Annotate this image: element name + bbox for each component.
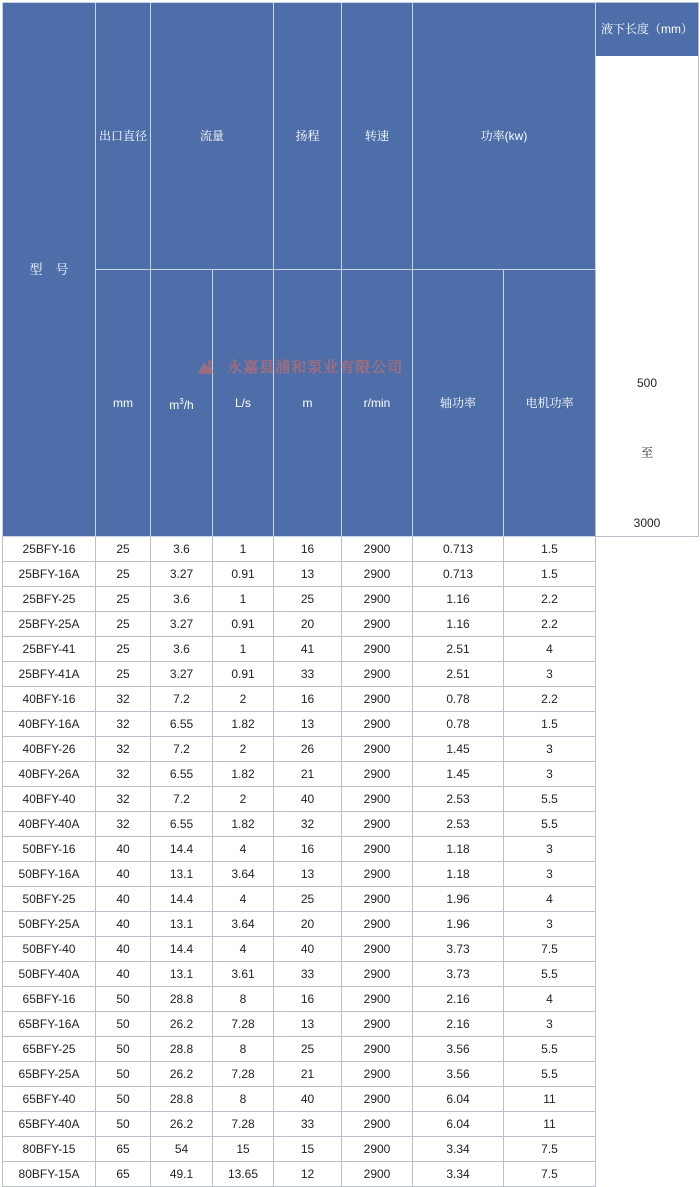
cell-flow-ls: 2 xyxy=(213,737,274,762)
cell-model: 40BFY-40A xyxy=(3,812,96,837)
cell-motor-power: 3 xyxy=(504,737,596,762)
cell-head: 13 xyxy=(274,862,342,887)
table-row xyxy=(3,1012,699,1037)
cell-head: 12 xyxy=(274,1162,342,1187)
table-row xyxy=(3,787,699,812)
cell-outlet-diameter: 25 xyxy=(96,662,151,687)
cell-model: 40BFY-26A xyxy=(3,762,96,787)
cell-shaft-power: 0.78 xyxy=(413,687,504,712)
table-row xyxy=(3,712,699,737)
cell-model: 50BFY-16A xyxy=(3,862,96,887)
cell-head: 21 xyxy=(274,762,342,787)
depth-from: 500 xyxy=(636,376,658,390)
cell-motor-power: 2.2 xyxy=(504,687,596,712)
cell-shaft-power: 0.78 xyxy=(413,712,504,737)
cell-flow-ls: 1.82 xyxy=(213,812,274,837)
table-row xyxy=(3,862,699,887)
cell-flow-m3h: 3.27 xyxy=(151,562,213,587)
cell-motor-power: 3 xyxy=(504,762,596,787)
cell-flow-m3h: 13.1 xyxy=(151,912,213,937)
cell-outlet-diameter: 50 xyxy=(96,1062,151,1087)
cell-flow-m3h: 3.27 xyxy=(151,662,213,687)
cell-model: 25BFY-16A xyxy=(3,562,96,587)
cell-speed: 2900 xyxy=(342,637,413,662)
cell-model: 65BFY-25A xyxy=(3,1062,96,1087)
cell-outlet-diameter: 65 xyxy=(96,1137,151,1162)
cell-speed: 2900 xyxy=(342,987,413,1012)
cell-flow-ls: 0.91 xyxy=(213,562,274,587)
table-row xyxy=(3,562,699,587)
cell-speed: 2900 xyxy=(342,937,413,962)
cell-head: 40 xyxy=(274,1087,342,1112)
table-row xyxy=(3,1112,699,1137)
cell-flow-ls: 7.28 xyxy=(213,1112,274,1137)
cell-shaft-power: 2.51 xyxy=(413,637,504,662)
cell-shaft-power: 3.73 xyxy=(413,962,504,987)
cell-flow-m3h: 26.2 xyxy=(151,1112,213,1137)
cell-head: 16 xyxy=(274,837,342,862)
table-row xyxy=(3,1062,699,1087)
cell-head: 25 xyxy=(274,587,342,612)
cell-shaft-power: 2.16 xyxy=(413,1012,504,1037)
cell-flow-m3h: 7.2 xyxy=(151,787,213,812)
cell-flow-m3h: 3.6 xyxy=(151,587,213,612)
cell-speed: 2900 xyxy=(342,537,413,562)
cell-flow-ls: 0.91 xyxy=(213,612,274,637)
cell-motor-power: 3 xyxy=(504,662,596,687)
cell-model: 50BFY-25A xyxy=(3,912,96,937)
table-row xyxy=(3,962,699,987)
table-row xyxy=(3,1137,699,1162)
depth-column xyxy=(596,3,699,537)
cell-flow-ls: 7.28 xyxy=(213,1012,274,1037)
cell-head: 16 xyxy=(274,987,342,1012)
cell-outlet-diameter: 32 xyxy=(96,812,151,837)
header-flow-unit-m3h xyxy=(151,270,213,537)
cell-outlet-diameter: 32 xyxy=(96,712,151,737)
cell-outlet-diameter: 25 xyxy=(96,562,151,587)
table-row xyxy=(3,987,699,1012)
cell-shaft-power: 6.04 xyxy=(413,1112,504,1137)
table-row xyxy=(3,812,699,837)
cell-motor-power: 3 xyxy=(504,1012,596,1037)
cell-flow-m3h: 14.4 xyxy=(151,887,213,912)
cell-shaft-power: 3.56 xyxy=(413,1037,504,1062)
cell-model: 65BFY-16 xyxy=(3,987,96,1012)
cell-flow-ls: 15 xyxy=(213,1137,274,1162)
cell-speed: 2900 xyxy=(342,562,413,587)
cell-speed: 2900 xyxy=(342,912,413,937)
cell-shaft-power: 3.56 xyxy=(413,1062,504,1087)
cell-shaft-power: 1.18 xyxy=(413,837,504,862)
cell-flow-ls: 0.91 xyxy=(213,662,274,687)
cell-head: 40 xyxy=(274,937,342,962)
cell-flow-ls: 1 xyxy=(213,637,274,662)
header-motor-power: 电机功率 xyxy=(504,270,596,537)
cell-flow-ls: 8 xyxy=(213,1037,274,1062)
header-depth: 液下长度（mm） xyxy=(596,3,698,56)
cell-speed: 2900 xyxy=(342,587,413,612)
cell-speed: 2900 xyxy=(342,837,413,862)
watermark-text: 永嘉县浦和泵业有限公司 xyxy=(227,358,404,376)
cell-outlet-diameter: 25 xyxy=(96,637,151,662)
cell-shaft-power: 1.45 xyxy=(413,762,504,787)
flow-unit-sup: 3 xyxy=(179,396,184,406)
cell-flow-m3h: 28.8 xyxy=(151,1037,213,1062)
cell-head: 41 xyxy=(274,637,342,662)
cell-speed: 2900 xyxy=(342,787,413,812)
cell-motor-power: 1.5 xyxy=(504,562,596,587)
cell-model: 50BFY-40 xyxy=(3,937,96,962)
cell-outlet-diameter: 50 xyxy=(96,1037,151,1062)
cell-model: 40BFY-16A xyxy=(3,712,96,737)
cell-speed: 2900 xyxy=(342,1062,413,1087)
cell-shaft-power: 1.18 xyxy=(413,862,504,887)
header-outlet-diameter: 出口直径 xyxy=(96,3,151,270)
table-row xyxy=(3,587,699,612)
cell-outlet-diameter: 40 xyxy=(96,912,151,937)
cell-head: 32 xyxy=(274,812,342,837)
cell-model: 40BFY-26 xyxy=(3,737,96,762)
pump-spec-table xyxy=(2,2,699,1187)
cell-speed: 2900 xyxy=(342,712,413,737)
table-row xyxy=(3,1162,699,1187)
cell-speed: 2900 xyxy=(342,737,413,762)
cell-flow-m3h: 3.6 xyxy=(151,537,213,562)
cell-head: 15 xyxy=(274,1137,342,1162)
cell-flow-m3h: 28.8 xyxy=(151,987,213,1012)
header-flow-unit-ls: L/s xyxy=(213,270,274,537)
cell-outlet-diameter: 40 xyxy=(96,837,151,862)
table-row xyxy=(3,737,699,762)
cell-flow-m3h: 14.4 xyxy=(151,837,213,862)
cell-head: 25 xyxy=(274,887,342,912)
cell-motor-power: 1.5 xyxy=(504,537,596,562)
cell-outlet-diameter: 40 xyxy=(96,962,151,987)
cell-outlet-diameter: 40 xyxy=(96,862,151,887)
cell-shaft-power: 1.96 xyxy=(413,887,504,912)
cell-outlet-diameter: 32 xyxy=(96,737,151,762)
cell-flow-ls: 7.28 xyxy=(213,1062,274,1087)
cell-motor-power: 4 xyxy=(504,887,596,912)
cell-flow-m3h: 7.2 xyxy=(151,687,213,712)
cell-head: 16 xyxy=(274,537,342,562)
cell-motor-power: 3 xyxy=(504,837,596,862)
cell-flow-ls: 4 xyxy=(213,887,274,912)
cell-flow-ls: 4 xyxy=(213,837,274,862)
depth-to: 3000 xyxy=(633,516,661,530)
cell-motor-power: 5.5 xyxy=(504,1037,596,1062)
cell-shaft-power: 2.16 xyxy=(413,987,504,1012)
table-body xyxy=(3,537,699,1187)
cell-model: 65BFY-40A xyxy=(3,1112,96,1137)
cell-outlet-diameter: 32 xyxy=(96,762,151,787)
header-speed-unit: r/min xyxy=(342,270,413,537)
cell-flow-ls: 2 xyxy=(213,687,274,712)
cell-motor-power: 4 xyxy=(504,987,596,1012)
cell-head: 40 xyxy=(274,787,342,812)
cell-shaft-power: 2.53 xyxy=(413,812,504,837)
cell-model: 80BFY-15 xyxy=(3,1137,96,1162)
cell-motor-power: 5.5 xyxy=(504,812,596,837)
table-row xyxy=(3,612,699,637)
table-row xyxy=(3,912,699,937)
cell-model: 50BFY-40A xyxy=(3,962,96,987)
cell-motor-power: 7.5 xyxy=(504,1162,596,1187)
cell-speed: 2900 xyxy=(342,612,413,637)
cell-motor-power: 11 xyxy=(504,1087,596,1112)
cell-model: 80BFY-15A xyxy=(3,1162,96,1187)
cell-outlet-diameter: 40 xyxy=(96,887,151,912)
cell-flow-m3h: 28.8 xyxy=(151,1087,213,1112)
header-speed: 转速 xyxy=(342,3,413,270)
table-header xyxy=(3,3,699,537)
table-row xyxy=(3,637,699,662)
cell-model: 25BFY-25 xyxy=(3,587,96,612)
cell-outlet-diameter: 32 xyxy=(96,687,151,712)
cell-shaft-power: 1.16 xyxy=(413,612,504,637)
table-row xyxy=(3,537,699,562)
cell-outlet-diameter: 32 xyxy=(96,787,151,812)
cell-outlet-diameter: 40 xyxy=(96,937,151,962)
header-head: 扬程 xyxy=(274,3,342,270)
cell-model: 50BFY-16 xyxy=(3,837,96,862)
cell-flow-ls: 13.65 xyxy=(213,1162,274,1187)
cell-speed: 2900 xyxy=(342,887,413,912)
cell-outlet-diameter: 50 xyxy=(96,987,151,1012)
cell-speed: 2900 xyxy=(342,662,413,687)
cell-speed: 2900 xyxy=(342,1162,413,1187)
cell-motor-power: 5.5 xyxy=(504,962,596,987)
cell-flow-ls: 3.61 xyxy=(213,962,274,987)
cell-motor-power: 7.5 xyxy=(504,937,596,962)
cell-head: 26 xyxy=(274,737,342,762)
cell-head: 20 xyxy=(274,912,342,937)
cell-flow-m3h: 6.55 xyxy=(151,762,213,787)
cell-head: 13 xyxy=(274,562,342,587)
cell-speed: 2900 xyxy=(342,812,413,837)
cell-outlet-diameter: 25 xyxy=(96,612,151,637)
cell-flow-m3h: 7.2 xyxy=(151,737,213,762)
cell-flow-ls: 8 xyxy=(213,1087,274,1112)
cell-model: 25BFY-41A xyxy=(3,662,96,687)
cell-motor-power: 5.5 xyxy=(504,787,596,812)
cell-flow-m3h: 3.27 xyxy=(151,612,213,637)
cell-motor-power: 2.2 xyxy=(504,612,596,637)
table-row xyxy=(3,837,699,862)
table-row xyxy=(3,1037,699,1062)
cell-flow-m3h: 26.2 xyxy=(151,1062,213,1087)
depth-separator: 至 xyxy=(640,446,653,460)
cell-shaft-power: 1.45 xyxy=(413,737,504,762)
cell-motor-power: 5.5 xyxy=(504,1062,596,1087)
cell-shaft-power: 0.713 xyxy=(413,537,504,562)
cell-model: 40BFY-16 xyxy=(3,687,96,712)
cell-motor-power: 7.5 xyxy=(504,1137,596,1162)
cell-motor-power: 11 xyxy=(504,1112,596,1137)
cell-model: 65BFY-40 xyxy=(3,1087,96,1112)
cell-head: 13 xyxy=(274,712,342,737)
flow-unit-base: m xyxy=(169,397,180,412)
cell-flow-m3h: 6.55 xyxy=(151,812,213,837)
table-row xyxy=(3,662,699,687)
cell-model: 25BFY-16 xyxy=(3,537,96,562)
cell-speed: 2900 xyxy=(342,762,413,787)
cell-head: 25 xyxy=(274,1037,342,1062)
cell-outlet-diameter: 25 xyxy=(96,537,151,562)
cell-shaft-power: 3.73 xyxy=(413,937,504,962)
cell-shaft-power: 2.51 xyxy=(413,662,504,687)
cell-outlet-diameter: 65 xyxy=(96,1162,151,1187)
cell-flow-m3h: 49.1 xyxy=(151,1162,213,1187)
flow-unit-tail: /h xyxy=(183,397,194,412)
cell-model: 65BFY-25 xyxy=(3,1037,96,1062)
cell-flow-ls: 2 xyxy=(213,787,274,812)
cell-head: 16 xyxy=(274,687,342,712)
table-row xyxy=(3,937,699,962)
cell-model: 25BFY-41 xyxy=(3,637,96,662)
cell-head: 13 xyxy=(274,1012,342,1037)
cell-speed: 2900 xyxy=(342,862,413,887)
cell-shaft-power: 6.04 xyxy=(413,1087,504,1112)
cell-shaft-power: 3.34 xyxy=(413,1137,504,1162)
cell-flow-ls: 1.82 xyxy=(213,762,274,787)
cell-flow-ls: 3.64 xyxy=(213,912,274,937)
header-shaft-power: 轴功率 xyxy=(413,270,504,537)
cell-head: 33 xyxy=(274,662,342,687)
cell-head: 20 xyxy=(274,612,342,637)
header-power: 功率(kw) xyxy=(413,3,596,270)
cell-flow-ls: 8 xyxy=(213,987,274,1012)
cell-shaft-power: 1.16 xyxy=(413,587,504,612)
cell-outlet-diameter: 25 xyxy=(96,587,151,612)
cell-shaft-power: 1.96 xyxy=(413,912,504,937)
cell-flow-ls: 4 xyxy=(213,937,274,962)
cell-motor-power: 1.5 xyxy=(504,712,596,737)
cell-head: 33 xyxy=(274,1112,342,1137)
cell-flow-ls: 1 xyxy=(213,587,274,612)
cell-speed: 2900 xyxy=(342,1037,413,1062)
cell-speed: 2900 xyxy=(342,687,413,712)
cell-flow-m3h: 54 xyxy=(151,1137,213,1162)
cell-flow-ls: 1 xyxy=(213,537,274,562)
cell-flow-m3h: 26.2 xyxy=(151,1012,213,1037)
cell-motor-power: 4 xyxy=(504,637,596,662)
cell-flow-m3h: 3.6 xyxy=(151,637,213,662)
cell-motor-power: 3 xyxy=(504,912,596,937)
header-head-unit: m xyxy=(274,270,342,537)
table-row xyxy=(3,887,699,912)
cell-model: 25BFY-25A xyxy=(3,612,96,637)
cell-shaft-power: 2.53 xyxy=(413,787,504,812)
cell-flow-m3h: 13.1 xyxy=(151,962,213,987)
cell-flow-m3h: 14.4 xyxy=(151,937,213,962)
header-outlet-unit: mm xyxy=(96,270,151,537)
cell-shaft-power: 0.713 xyxy=(413,562,504,587)
cell-motor-power: 2.2 xyxy=(504,587,596,612)
cell-model: 50BFY-25 xyxy=(3,887,96,912)
cell-speed: 2900 xyxy=(342,1087,413,1112)
cell-speed: 2900 xyxy=(342,962,413,987)
cell-flow-m3h: 13.1 xyxy=(151,862,213,887)
table-row xyxy=(3,762,699,787)
table-row xyxy=(3,687,699,712)
cell-flow-ls: 3.64 xyxy=(213,862,274,887)
cell-speed: 2900 xyxy=(342,1112,413,1137)
cell-outlet-diameter: 50 xyxy=(96,1012,151,1037)
header-flow: 流量 xyxy=(151,3,274,270)
cell-outlet-diameter: 50 xyxy=(96,1087,151,1112)
cell-shaft-power: 3.34 xyxy=(413,1162,504,1187)
cell-model: 40BFY-40 xyxy=(3,787,96,812)
cell-speed: 2900 xyxy=(342,1012,413,1037)
cell-head: 21 xyxy=(274,1062,342,1087)
cell-head: 33 xyxy=(274,962,342,987)
table-row xyxy=(3,1087,699,1112)
cell-model: 65BFY-16A xyxy=(3,1012,96,1037)
cell-flow-m3h: 6.55 xyxy=(151,712,213,737)
header-model: 型 号 xyxy=(3,3,96,537)
cell-flow-ls: 1.82 xyxy=(213,712,274,737)
cell-outlet-diameter: 50 xyxy=(96,1112,151,1137)
cell-motor-power: 3 xyxy=(504,862,596,887)
cell-speed: 2900 xyxy=(342,1137,413,1162)
